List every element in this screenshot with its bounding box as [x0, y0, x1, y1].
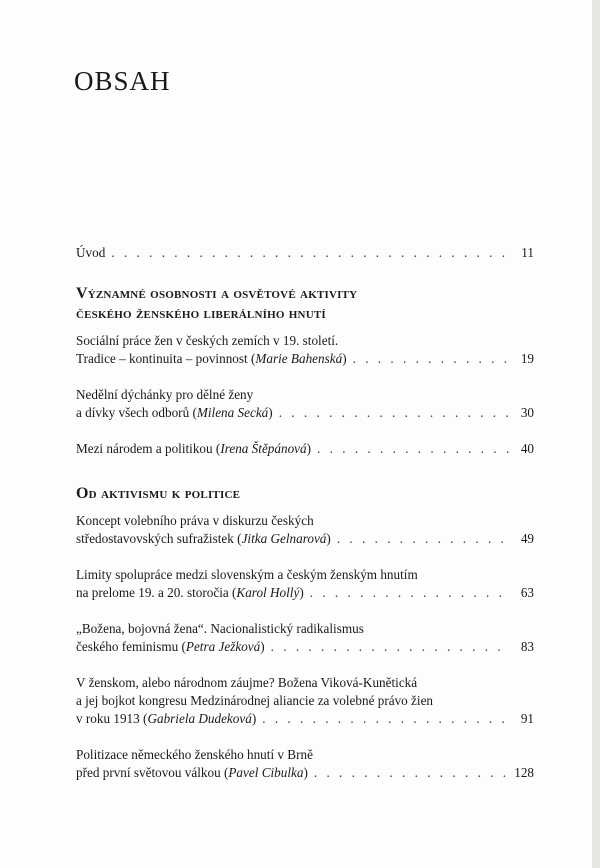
toc-entry[interactable]: Politizace německého ženského hnutí v Brně před první světovou válkou (Pavel Cibulka) . . . 128: [76, 746, 534, 782]
dot-leader: [353, 350, 510, 368]
toc-entry[interactable]: „Božena, bojovná žena“. Nacionalistický radikalismus českého feminismu (Petra Ježková) . . . 83: [76, 620, 534, 656]
toc-entry[interactable]: Mezi národem a politikou (Irena Štěpánová) . . . 40: [76, 440, 534, 458]
dot-leader: [271, 638, 510, 656]
section-title-line: Od aktivismu k politice: [76, 485, 241, 502]
page-title: OBSAH: [74, 66, 171, 96]
entry-title-line: Sociální práce žen v českých zemích v 19. století.: [76, 333, 339, 348]
toc-entry[interactable]: Nedělní dýchánky pro dělné ženy a dívky všech odborů (Milena Secká) . . . 30: [76, 386, 534, 422]
dot-leader: [279, 404, 510, 422]
entry-title-line: na prelome 19. a 20. storočia: [76, 585, 229, 600]
entry-title-line: v roku 1913: [76, 711, 140, 726]
page-number: 49: [520, 531, 534, 546]
section-2: [76, 484, 534, 782]
page-number: 40: [520, 441, 534, 456]
section-title-line: Významné osobnosti a osvětové aktivity: [76, 285, 358, 302]
dot-leader: [310, 584, 510, 602]
toc-entry[interactable]: Sociální práce žen v českých zemích v 19. století. Tradice – kontinuita – povinnost (Marie Bahenská) . . . 19: [76, 332, 534, 368]
entry-title-line: a jej bojkot kongresu Medzinárodnej aliancie za volebné právo žien: [76, 693, 434, 708]
section-title-line: českého ženského liberálního hnutí: [76, 305, 326, 322]
page-number: 91: [520, 711, 534, 726]
page-number: 11: [521, 245, 534, 260]
entry-author: Marie Bahenská: [255, 351, 343, 366]
entry-title-line: a dívky všech odborů: [76, 405, 190, 420]
toc-entry[interactable]: V ženskom, alebo národnom záujme? Božena Viková-Kunětická a jej bojkot kongresu Medzinárodnej aliancie za volebné právo žien v roku 1913 (Gabriela Dudeková) . . . 91: [76, 674, 534, 728]
dot-leader: [317, 440, 510, 458]
dot-leader: [337, 530, 510, 548]
page-number: 83: [520, 639, 534, 654]
toc-entry-intro[interactable]: [76, 244, 534, 262]
toc-entry[interactable]: Koncept volebního práva v diskurzu českých středostavovských sufražistek (Jitka Gelnarová) . . . 49: [76, 512, 534, 548]
section-title: [76, 484, 534, 504]
entry-author: Irena Štěpánová: [220, 441, 307, 456]
section-1: [76, 284, 534, 458]
entry-title-line: Limity spolupráce medzi slovenským a českým ženským hnutím: [76, 567, 418, 582]
entry-title-line: „Božena, bojovná žena“. Nacionalistický radikalismus: [76, 621, 364, 636]
page-number: 128: [514, 765, 534, 780]
entry-title: Úvod: [76, 245, 106, 260]
entry-author: Jitka Gelnarová: [241, 531, 327, 546]
dot-leader: [111, 244, 510, 262]
entry-author: Gabriela Dudeková: [147, 711, 252, 726]
page-number: 63: [520, 585, 534, 600]
page-number: 19: [520, 351, 534, 366]
entry-title-line: Nedělní dýchánky pro dělné ženy: [76, 387, 254, 402]
dot-leader: [314, 764, 508, 782]
page-number: 30: [520, 405, 534, 420]
entry-author: Karol Hollý: [236, 585, 300, 600]
dot-leader: [262, 710, 510, 728]
entry-author: Milena Secká: [196, 405, 269, 420]
table-of-contents: [76, 244, 534, 790]
entry-title-line: V ženskom, alebo národnom záujme? Božena Viková-Kunětická: [76, 675, 418, 690]
entry-author: Pavel Cibulka: [228, 765, 304, 780]
entry-title-line: Koncept volebního práva v diskurzu českých: [76, 513, 314, 528]
toc-entry[interactable]: Limity spolupráce medzi slovenským a českým ženským hnutím na prelome 19. a 20. storočia (Karol Hollý) . . . 63: [76, 566, 534, 602]
entry-author: Petra Ježková: [185, 639, 261, 654]
entry-title-line: středostavovských sufražistek: [76, 531, 234, 546]
page-edge: [592, 0, 600, 868]
entry-title-line: před první světovou válkou: [76, 765, 221, 780]
entry-title-line: českého feminismu: [76, 639, 179, 654]
entry-title-line: Politizace německého ženského hnutí v Brně: [76, 747, 313, 762]
entry-title-line: Mezi národem a politikou: [76, 441, 213, 456]
section-title: [76, 284, 534, 324]
entry-title-line: Tradice – kontinuita – povinnost: [76, 351, 248, 366]
